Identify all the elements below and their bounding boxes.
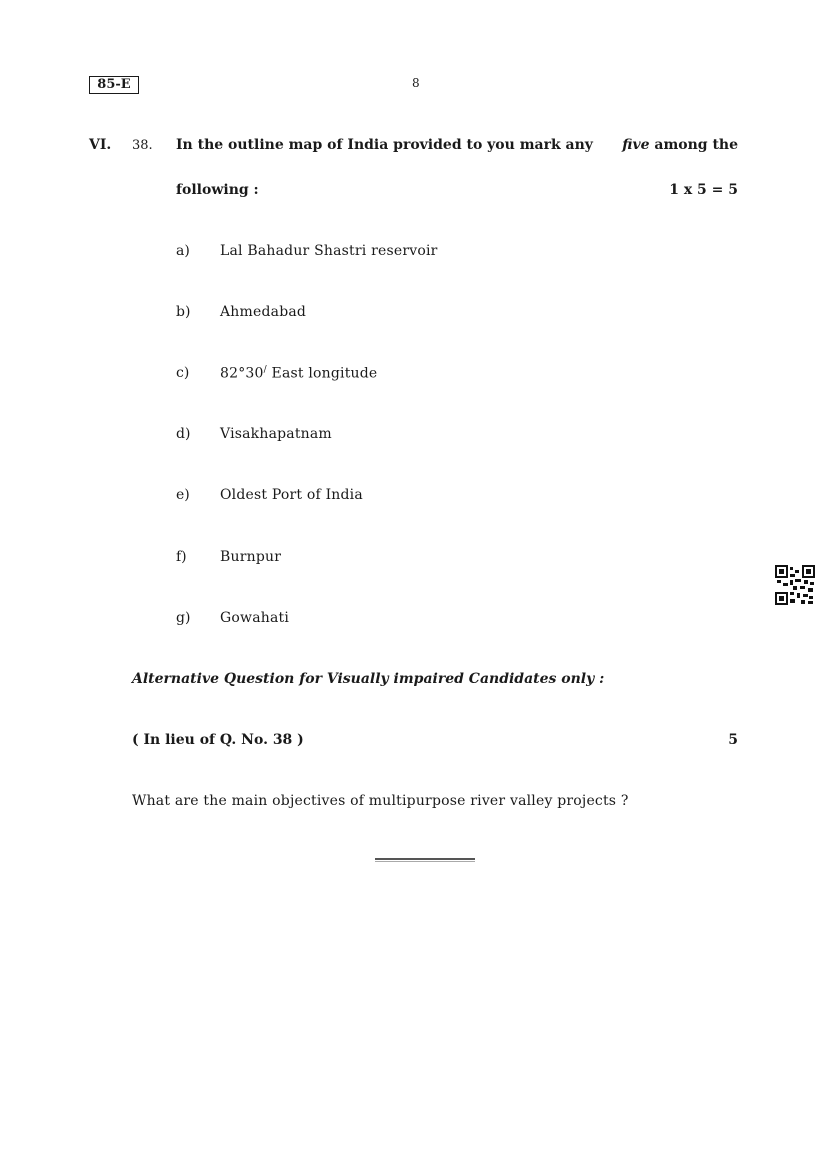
- item-letter: g): [176, 610, 191, 626]
- item-letter: e): [176, 487, 190, 503]
- alternative-marks: 5: [728, 732, 738, 748]
- longitude-value: 82°30: [220, 365, 264, 382]
- question-text-before: In the outline map of India provided to you mark any: [176, 137, 593, 153]
- minute-mark: /: [263, 365, 267, 375]
- item-letter: a): [176, 243, 190, 259]
- item-letter: d): [176, 426, 191, 442]
- qr-code-icon: [775, 565, 815, 605]
- item-text: Ahmedabad: [220, 304, 307, 320]
- question-emphasis: five: [622, 137, 650, 153]
- question-marks: 1 x 5 = 5: [669, 182, 738, 198]
- alternative-question: What are the main objectives of multipurpose river valley projects ?: [132, 793, 629, 809]
- longitude-label: East longitude: [266, 365, 378, 382]
- item-text: Burnpur: [220, 549, 282, 565]
- item-text: Visakhapatnam: [220, 426, 332, 442]
- alternative-heading: Alternative Question for Visually impaired Candidates only :: [132, 671, 605, 687]
- item-text: Oldest Port of India: [220, 487, 363, 503]
- question-number: 38.: [132, 138, 153, 153]
- section-number: VI.: [89, 137, 112, 153]
- paper-code: 85-E: [89, 76, 139, 94]
- question-line-2: following :: [176, 182, 259, 198]
- end-rule: [375, 858, 475, 860]
- item-text: Gowahati: [220, 610, 290, 626]
- item-letter: b): [176, 304, 191, 320]
- end-rule-shadow: [375, 861, 475, 862]
- page-number: 8: [412, 76, 420, 90]
- item-letter: c): [176, 365, 190, 381]
- alternative-in-lieu: ( In lieu of Q. No. 38 ): [132, 732, 304, 748]
- item-text-longitude: [220, 365, 377, 382]
- question-text-after: among the: [649, 137, 738, 153]
- item-text: Lal Bahadur Shastri reservoir: [220, 243, 438, 259]
- item-letter: f): [176, 549, 187, 565]
- question-line-1-end: [176, 137, 738, 153]
